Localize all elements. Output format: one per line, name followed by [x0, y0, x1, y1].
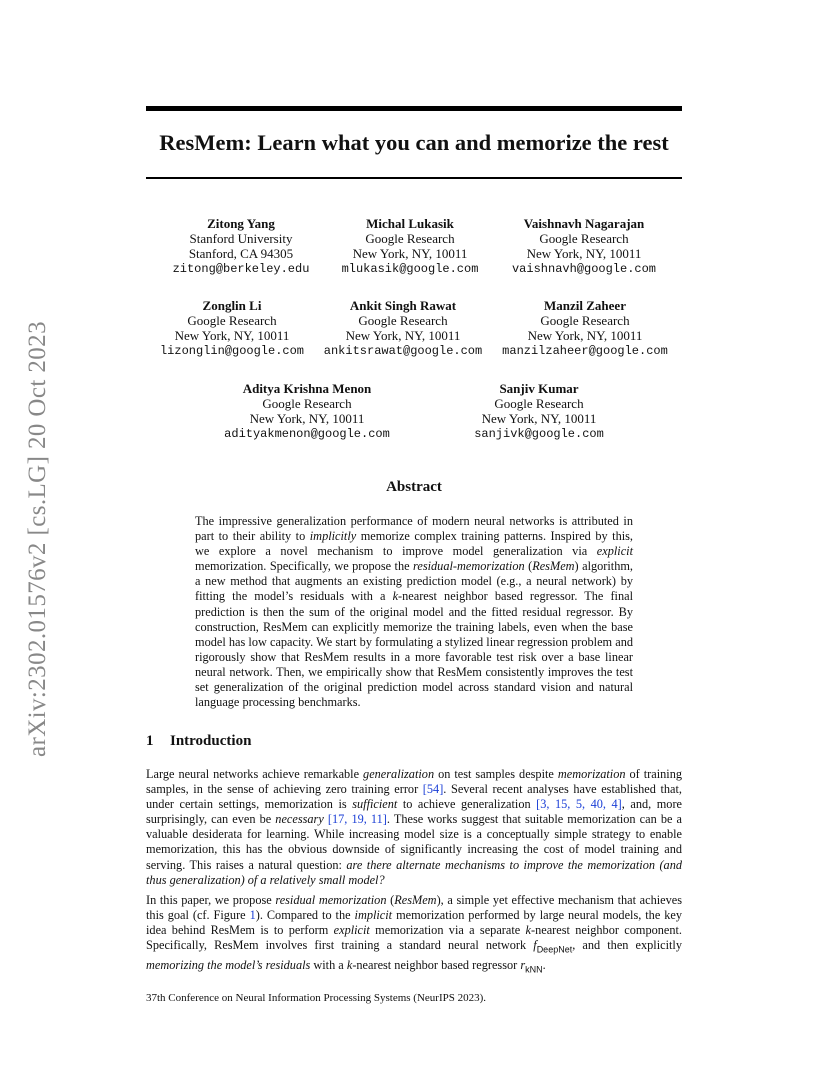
paper-title: ResMem: Learn what you can and memorize the rest: [159, 130, 669, 155]
emphasis: memorization: [557, 767, 626, 781]
author-affiliation: Google Research: [540, 313, 630, 329]
intro-paragraph-2: [146, 893, 682, 977]
text-run: . Several recent analyses have established that, under certain settings, memorization is: [146, 782, 682, 812]
text-run: Large neural networks achieve remarkable: [146, 767, 364, 781]
author-address: New York, NY, 10011: [352, 246, 468, 262]
text-run: The impressive generalization performance of modern neural networks is attributed in part to their ability to: [195, 514, 633, 544]
author-name: Ankit Singh Rawat: [349, 298, 457, 313]
emphasis: necessary: [275, 812, 324, 827]
text-run: to achieve generalization: [397, 797, 537, 812]
math-k: k: [346, 957, 353, 972]
text-run: with a: [310, 957, 347, 972]
text-run: -nearest neighbor based regressor: [352, 957, 521, 972]
text-run: ). Compared to the: [255, 908, 355, 923]
author-email[interactable]: zitong@berkeley.edu: [172, 261, 310, 276]
text-run: on test samples despite: [434, 767, 558, 781]
author-email[interactable]: manzilzaheer@google.com: [502, 343, 668, 358]
author-affiliation: Google Research: [539, 231, 629, 247]
math-f: f: [533, 938, 537, 953]
author-block: [157, 298, 307, 359]
title-bottom-rule: [146, 177, 682, 179]
author-block: [323, 298, 483, 359]
author-address: New York, NY, 10011: [527, 328, 643, 344]
emphasis: residual-memorization: [413, 559, 525, 574]
text-run: ), a simple yet effective mechanism that achieves this goal (cf. Figure: [146, 893, 683, 923]
conference-footnote: 37th Conference on Neural Information Processing Systems (NeurIPS 2023).: [146, 992, 487, 1004]
author-name: Sanjiv Kumar: [499, 381, 579, 396]
author-block: [222, 381, 392, 442]
text-run: (: [386, 893, 395, 907]
text-run: memorization via a separate: [369, 923, 526, 938]
text-run: (: [524, 559, 533, 574]
math-k: k: [525, 923, 531, 938]
abstract-body: [195, 514, 633, 710]
section-title: Introduction: [170, 733, 252, 749]
author-name: Zonglin Li: [202, 298, 262, 313]
author-affiliation: Google Research: [358, 313, 448, 329]
author-block: [166, 216, 316, 277]
emphasis: residual memorization: [275, 893, 387, 907]
math-subscript: kNN: [525, 964, 543, 975]
author-affiliation: Stanford University: [189, 231, 293, 247]
text-run: , and, more surprisingly, can even be: [146, 797, 682, 827]
author-address: New York, NY, 10011: [481, 411, 597, 427]
citation-link[interactable]: [3, 15, 5, 40, 4]: [536, 797, 622, 812]
intro-paragraph-1: [146, 767, 682, 888]
math-k: k: [392, 589, 399, 604]
author-affiliation: Google Research: [187, 313, 277, 329]
author-name: Michal Lukasik: [366, 216, 454, 231]
author-email[interactable]: lizonglin@google.com: [159, 343, 305, 358]
emphasis: implicit: [354, 908, 393, 923]
emphasis: implicitly: [309, 529, 357, 544]
author-address: New York, NY, 10011: [249, 411, 365, 427]
author-email[interactable]: adityakmenon@google.com: [224, 426, 390, 441]
author-name: Manzil Zaheer: [544, 298, 626, 313]
author-address: New York, NY, 10011: [526, 246, 642, 262]
text-run: -nearest neighbor component. Specifically, ResMem involves first training a standard neural network: [146, 923, 682, 953]
emphasis: ResMem: [394, 893, 437, 907]
title-top-rule: [146, 106, 682, 111]
author-name: Aditya Krishna Menon: [242, 381, 372, 396]
author-name: Zitong Yang: [207, 216, 275, 231]
text-run: -nearest neighbor based regressor. The final prediction is then the sum of the original model and the fitted residual regressor. By construction, ResMem can explicitly memorize the training labels, even when the base model has low capacity. We start by formulating a stylized linear regression problem and rigorously show that ResMem results in a more favorable test risk over a base linear neural network. Then, we empirically show that ResMem consistently improves the test set generalization of the original prediction model across standard vision and natural language processing benchmarks.: [195, 589, 633, 710]
author-email[interactable]: mlukasik@google.com: [341, 261, 479, 276]
text-run: memorization. Specifically, we propose the: [195, 559, 414, 574]
author-address: New York, NY, 10011: [174, 328, 290, 344]
citation-link[interactable]: [17, 19, 11]: [327, 812, 387, 827]
section-number: 1: [146, 733, 154, 749]
text-run: . These works suggest that suitable memorization can be a valuable desiderata for learning. While increasing model size is a conceptually simple strategy to enable memorization, this has the obvious downside of significantly increasing the cost of model training and serving. This raises a natural question:: [146, 812, 682, 872]
emphasis: generalization: [363, 767, 435, 781]
author-block: [335, 216, 485, 277]
section-heading: [146, 733, 251, 750]
emphasis: sufficient: [352, 797, 398, 812]
abstract-heading: Abstract: [386, 479, 442, 495]
emphasis: memorizing the model’s residuals: [146, 957, 311, 972]
emphasis: ResMem: [532, 559, 575, 574]
text-run: memorize complex training patterns. Inspired by this, we explore a novel mechanism to improve model generalization via: [195, 529, 633, 559]
author-email[interactable]: vaishnavh@google.com: [511, 261, 657, 276]
author-name: Vaishnavh Nagarajan: [523, 216, 645, 231]
math-r: r: [520, 957, 526, 972]
text-run: memorization performed by large neural models, the key idea behind ResMem is to perform: [146, 908, 682, 938]
author-email[interactable]: sanjivk@google.com: [474, 426, 604, 441]
text-run: .: [542, 957, 546, 972]
author-email[interactable]: ankitsrawat@google.com: [323, 343, 483, 358]
author-affiliation: Google Research: [365, 231, 455, 247]
author-address: New York, NY, 10011: [345, 328, 461, 344]
figure-link[interactable]: 1: [249, 908, 256, 923]
emphasis: explicit: [596, 544, 633, 559]
author-block: [504, 216, 664, 277]
author-affiliation: Google Research: [494, 396, 584, 412]
math-subscript: DeepNet: [536, 944, 573, 955]
text-run: , and then explicitly: [572, 938, 682, 953]
text-run: In this paper, we propose: [146, 893, 276, 907]
emphasis: explicit: [333, 923, 370, 938]
author-affiliation: Google Research: [262, 396, 352, 412]
emphasis: are there alternate mechanisms to improve the memorization (and thus generalization) of a relatively small model?: [146, 857, 682, 887]
author-block: [464, 381, 614, 442]
citation-link[interactable]: [54]: [422, 782, 444, 797]
arxiv-side-label: arXiv:2302.01576v2 [cs.LG] 20 Oct 2023: [24, 321, 51, 757]
text-run: of training samples, in the sense of achieving zero training error: [146, 767, 682, 797]
author-block: [500, 298, 670, 359]
text-run: ) algorithm, a new method that augments an existing prediction model (e.g., a neural network) by fitting the model’s residuals with a: [195, 559, 634, 604]
author-address: Stanford, CA 94305: [188, 246, 294, 262]
